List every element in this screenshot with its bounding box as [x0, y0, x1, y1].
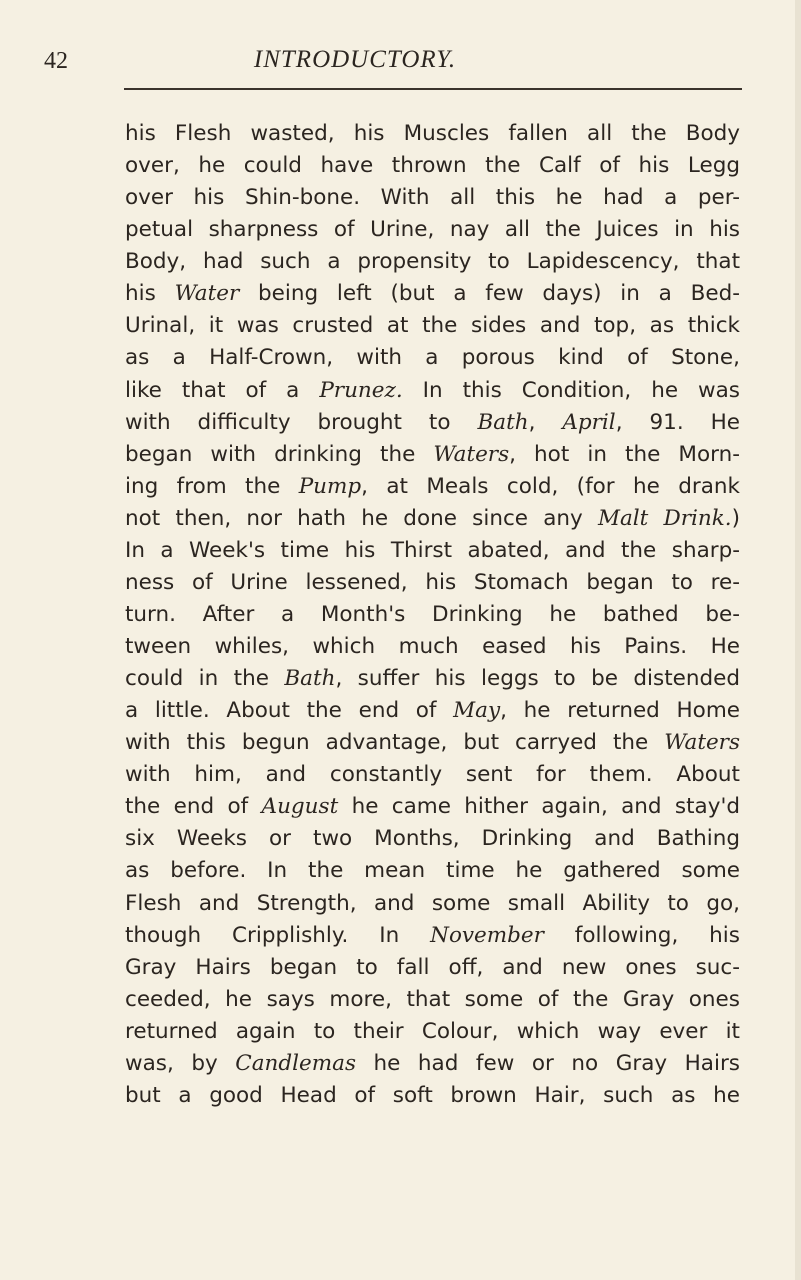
italic-text: Waters [664, 730, 740, 756]
text-line [125, 984, 740, 1016]
text-segment: tween whiles, which much eased his Pains. He [125, 634, 740, 659]
text-segment: six Weeks or two Months, Drinking and Bathing [125, 826, 740, 852]
text-segment: with him, and constantly sent for them. About [125, 762, 740, 788]
text-segment: could in the [125, 666, 285, 692]
page-edge [795, 0, 801, 1280]
text-segment: with this begun advantage, but carryed the [125, 730, 665, 756]
text-line [125, 888, 740, 920]
text-line [125, 471, 740, 503]
italic-text: November [430, 922, 544, 948]
italic-text: Bath [284, 666, 336, 692]
italic-text: Pump [298, 473, 362, 499]
text-line [125, 663, 740, 695]
text-line [125, 727, 740, 759]
text-line [125, 310, 740, 342]
text-line [125, 246, 740, 278]
text-line [125, 118, 740, 150]
text-line [125, 952, 740, 984]
text-segment: , 91. He [615, 409, 741, 435]
text-segment: not then, nor hath he done since any [125, 505, 598, 531]
text-segment: Gray Hairs began to fall off, and new ones suc- [125, 954, 740, 980]
text-segment: was, by [125, 1050, 236, 1076]
text-segment: as before. In the mean time he gathered some [125, 858, 740, 884]
text-segment: he came hither again, and stay'd [338, 794, 740, 820]
body-text [125, 118, 740, 1112]
running-title: INTRODUCTORY. [253, 46, 457, 73]
text-line [125, 567, 740, 599]
text-segment: ing from the [125, 473, 299, 499]
text-segment: began with drinking the [125, 441, 434, 467]
italic-text: Waters [433, 441, 510, 467]
text-line [125, 823, 740, 855]
text-line [125, 631, 740, 663]
text-line [125, 439, 740, 471]
text-segment: ceeded, he says more, that some of the Gray ones [125, 986, 740, 1012]
text-segment: turn. After a Month's Drinking he bathed be- [125, 601, 740, 627]
text-line [125, 759, 740, 791]
text-line [125, 214, 740, 246]
text-segment: though Cripplishly. In [125, 922, 431, 948]
text-line [125, 695, 740, 727]
text-segment: returned again to their Colour, which way ever it [125, 1018, 740, 1044]
text-line [125, 1048, 740, 1080]
text-line [125, 407, 740, 439]
text-segment: he had few or no Gray Hairs [355, 1050, 740, 1076]
text-line [125, 535, 740, 567]
italic-text: August [261, 794, 339, 820]
text-segment: a little. About the end of [125, 698, 454, 724]
text-line [125, 855, 740, 887]
text-line [125, 920, 740, 952]
text-segment: over, he could have thrown the Calf of his Legg [125, 153, 740, 179]
text-line [125, 182, 740, 214]
text-segment: In a Week's time his Thirst abated, and the sharp- [125, 537, 740, 563]
text-segment: his Flesh wasted, his Muscles fallen all the Body [125, 121, 740, 146]
italic-text: Bath [477, 409, 529, 435]
text-line [125, 503, 740, 535]
italic-text: Candlemas [235, 1050, 356, 1076]
text-segment: the end of [125, 794, 262, 820]
text-segment: , suffer his leggs to be distended [335, 666, 740, 692]
text-segment: ness of Urine lessened, his Stomach began to re- [125, 569, 740, 595]
header-rule [124, 88, 742, 90]
text-segment: over his Shin-bone. With all this he had a per- [125, 185, 740, 211]
text-segment: Flesh and Strength, and some small Ability to go, [125, 890, 740, 916]
text-line [125, 150, 740, 182]
text-segment: , he returned Home [500, 698, 740, 724]
italic-text: May [453, 698, 501, 724]
text-line [125, 791, 740, 823]
text-segment: but a good Head of soft brown Hair, such as he [125, 1082, 740, 1108]
text-segment: , at Meals cold, (for he drank [361, 473, 740, 499]
text-segment: following, his [543, 922, 740, 948]
text-line [125, 599, 740, 631]
text-segment: like that of a [125, 377, 320, 403]
text-segment: as a Half-Crown, with a porous kind of Stone, [125, 345, 740, 371]
italic-text: Water [174, 281, 240, 307]
text-segment: ) [731, 505, 740, 531]
text-line [125, 1080, 740, 1112]
italic-text: Malt Drink. [597, 505, 732, 531]
page-number: 42 [44, 48, 68, 74]
italic-text: Prunez. [319, 377, 403, 403]
text-segment: Urinal, it was crusted at the sides and top, as thick [125, 313, 740, 339]
text-segment: with difficulty brought to [125, 409, 478, 435]
text-line [125, 342, 740, 374]
text-segment: In this Condition, he was [402, 377, 740, 403]
text-segment: petual sharpness of Urine, nay all the Juices in his [125, 217, 740, 243]
text-segment: being left (but a few days) in a Bed- [239, 281, 740, 307]
text-segment: Body, had such a propensity to Lapidescency, that [125, 249, 740, 275]
text-line [125, 278, 740, 310]
text-line [125, 375, 740, 407]
italic-text: April [562, 409, 616, 435]
text-segment: , [528, 409, 563, 435]
text-segment: his [125, 281, 175, 307]
text-segment: , hot in the Morn- [509, 441, 740, 467]
text-line [125, 1016, 740, 1048]
